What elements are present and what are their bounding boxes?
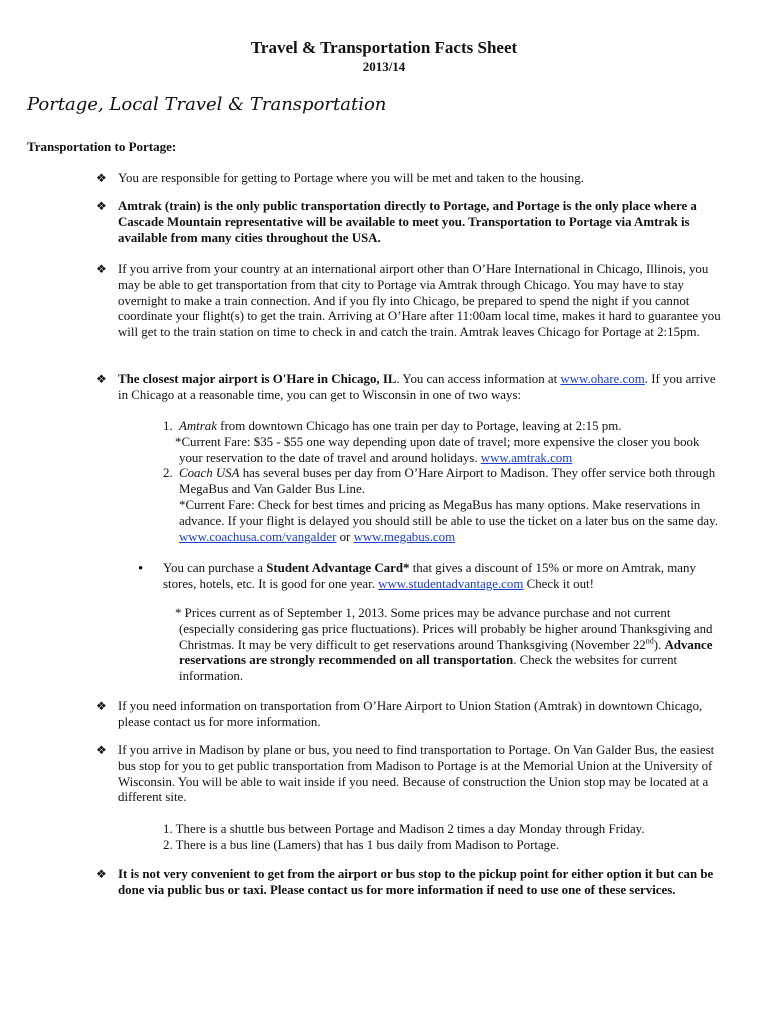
student-advantage-card: Student Advantage Card* — [266, 561, 410, 575]
amtrak-link[interactable]: www.amtrak.com — [480, 450, 573, 465]
diamond-bullet-icon: ❖ — [96, 199, 107, 213]
madison-option-1: 1. There is a shuttle bus between Portage and Madison 2 times a day Monday through Friday. — [163, 822, 645, 836]
bullet-item-4 — [118, 372, 724, 404]
dot-bullet-icon: • — [138, 561, 144, 577]
student-advantage-item: You can purchase a Student Advantage Card* that gives a discount of 15% or more on Amtrak, many stores, hotels, etc. It is good for one year. www.studentadvantage.com Check it out! — [163, 561, 696, 591]
bullet-item-1: You are responsible for getting to Portage where you will be met and taken to the housing. — [118, 171, 584, 185]
bullet-item-2: Amtrak (train) is the only public transportation directly to Portage, and Portage is the only place where a Cascade Mountain representative will be available to meet you. Transportation to Portage via Amtrak is available from many cities throughout the USA. — [118, 199, 697, 245]
way-1-name: Amtrak — [179, 419, 217, 433]
way-1-number: 1. — [163, 419, 173, 433]
diamond-bullet-icon: ❖ — [96, 743, 107, 757]
ohare-tail-text: . If you arrive in Chicago at a reasonable time, you can get to Wisconsin in one of two ways: — [118, 372, 716, 402]
coachusa-link[interactable]: www.coachusa.com/vangalder — [179, 529, 337, 544]
megabus-link[interactable]: www.megabus.com — [353, 529, 456, 544]
bullet-item-3: If you arrive from your country at an international airport other than O’Hare International in Chicago, Illinois, you may be able to get transportation from that city to Portage via Amtrak through Chicago. You may have to stay overnight to make a train connection. And if you fly into Chicago, be prepared to spend the night if you cannot coordinate your flight(s) to get the train. Arriving at O’Hare after 11:00am local time, makes it hard to guarantee you will get to the train station on time to check in and catch the train. Amtrak leaves Chicago for Portage at 2:15pm. — [118, 262, 721, 340]
way-1-text: Amtrak from downtown Chicago has one train per day to Portage, leaving at 2:15 pm. — [179, 419, 622, 433]
way-1-fare: *Current Fare: $35 - $55 one way depending upon date of travel; more expensive the closer you book your reservation to the date of travel and around holidays. www.amtrak.com — [175, 435, 700, 465]
diamond-bullet-icon: ❖ — [96, 867, 107, 881]
ohare-text: . You can access information at — [396, 372, 561, 386]
way-2-number: 2. — [163, 466, 173, 480]
bullet-item-6: If you arrive in Madison by plane or bus, you need to find transportation to Portage. On Van Galder Bus, the easiest bus stop for you to get public transportation from Madison to Portage is at the Memorial Union at the University of Wisconsin. You will be able to wait inside if you need. Because of construction the Union stop may be located at a different site. — [118, 743, 715, 805]
diamond-bullet-icon: ❖ — [96, 262, 107, 276]
diamond-bullet-icon: ❖ — [96, 699, 107, 713]
prices-note: * Prices current as of September 1, 2013. Some prices may be advance purchase and not current (especially considering gas price fluctuations). Prices will probably be higher around Thanksgiving and Christmas. It may be very difficult to get reservations around Thanksgiving (November 22nd). Advance reservations are strongly recommended on all transportation. Check the websites for current information. — [175, 606, 713, 684]
way-2-fare: *Current Fare: Check for best times and pricing as MegaBus has many options. Make reservations in advance. If your flight is delayed you should still be able to use the ticket on a later bus on the same day. www.coachusa.com/vangalder or www.megabus.com — [179, 498, 718, 544]
document-year: 2013/14 — [362, 59, 406, 74]
bullet-item-7: It is not very convenient to get from the airport or bus stop to the pickup point for either option it but can be done via public bus or taxi. Please contact us for more information if need to use one of these services. — [118, 867, 714, 897]
studentadvantage-link[interactable]: www.studentadvantage.com — [378, 576, 524, 591]
ohare-bold-text: The closest major airport is O'Hare in Chicago, IL — [118, 372, 397, 386]
diamond-bullet-icon: ❖ — [96, 171, 107, 185]
section-heading: Portage, Local Travel & Transportation — [27, 94, 387, 115]
way-2-name: Coach USA — [179, 466, 240, 480]
sub-heading: Transportation to Portage: — [27, 139, 177, 154]
madison-option-2: 2. There is a bus line (Lamers) that has 1 bus daily from Madison to Portage. — [163, 838, 560, 852]
bullet-item-5: If you need information on transportation from O’Hare Airport to Union Station (Amtrak) in downtown Chicago, please contact us for more information. — [118, 699, 703, 729]
way-2-text: Coach USA has several buses per day from O’Hare Airport to Madison. They offer service both through MegaBus and Van Galder Bus Line. — [179, 466, 716, 496]
ohare-link[interactable]: www.ohare.com — [560, 372, 645, 386]
diamond-bullet-icon: ❖ — [96, 372, 107, 386]
document-title: Travel & Transportation Facts Sheet — [250, 38, 518, 57]
